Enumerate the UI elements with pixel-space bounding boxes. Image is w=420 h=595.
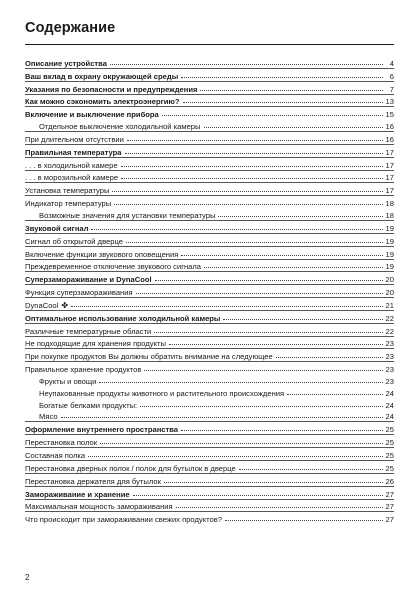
toc-page-number: 22 <box>385 313 394 323</box>
dot-leader <box>181 77 383 78</box>
toc-entry[interactable] <box>25 94 394 107</box>
toc-entry-title: При длительном отсутствии <box>25 134 124 144</box>
toc-entry[interactable] <box>25 259 394 272</box>
toc-page-number: 23 <box>385 339 394 349</box>
dot-leader <box>110 64 383 65</box>
toc-page-number: 20 <box>385 275 394 285</box>
toc-page-number: 20 <box>385 288 394 298</box>
toc-page-number: 6 <box>389 71 394 81</box>
toc-page-number: 17 <box>385 160 394 170</box>
toc-entry-title: Перестановка полок <box>25 438 98 448</box>
toc-entry-title: Максимальная мощность замораживания <box>25 502 173 512</box>
toc-entry-title: Мясо <box>39 412 58 422</box>
toc-page-number: 4 <box>389 58 394 68</box>
toc-page-number: 18 <box>385 199 394 209</box>
toc-entry[interactable] <box>25 284 394 297</box>
dot-leader <box>144 370 383 371</box>
toc-entry-title: При покупке продуктов Вы должны обратить внимание на следующее <box>25 352 273 362</box>
toc-page-number: 23 <box>385 352 394 362</box>
title-rule <box>25 44 394 45</box>
toc-entry-title: Правильное хранение продуктов <box>25 365 142 375</box>
toc-entry[interactable] <box>25 386 394 398</box>
toc-page-number: 21 <box>385 300 394 310</box>
dot-leader <box>200 90 383 91</box>
toc-entry[interactable] <box>25 106 394 119</box>
toc-entry-title: . . . в холодильной камере <box>25 160 118 170</box>
toc-entry-title: Звуковой сигнал <box>25 223 89 233</box>
dot-leader <box>136 293 383 294</box>
dot-leader <box>183 102 383 103</box>
toc-entry-title: Преждевременное отключение звукового сигнала <box>25 262 202 272</box>
toc-entry[interactable] <box>25 131 394 144</box>
toc-entry-title: Неупакованные продукты животного и растительного происхождения <box>39 388 285 398</box>
toc-entry-title: Различные температурные области <box>25 326 152 336</box>
dot-leader <box>61 417 383 418</box>
dot-leader <box>127 140 383 141</box>
dot-leader <box>71 306 383 307</box>
toc-page-number: 25 <box>385 438 394 448</box>
toc-entry[interactable] <box>25 208 394 220</box>
toc-entry[interactable] <box>25 157 394 170</box>
toc-page-number: 23 <box>385 376 394 386</box>
toc-entry[interactable] <box>25 310 394 323</box>
toc-entry[interactable] <box>25 271 394 284</box>
dot-leader <box>91 229 383 230</box>
dot-leader <box>162 115 383 116</box>
dot-leader <box>204 267 383 268</box>
dot-leader <box>125 153 383 154</box>
dot-leader <box>223 319 383 320</box>
toc-page-number: 23 <box>385 365 394 375</box>
toc-page-number: 19 <box>385 262 394 272</box>
toc-entry[interactable] <box>25 119 394 131</box>
toc-entry-title: Описание устройства <box>25 58 107 68</box>
toc-entry-title: Отдельное выключение холодильной камеры <box>39 122 201 132</box>
toc-entry[interactable] <box>25 410 394 422</box>
toc-entry[interactable] <box>25 374 394 386</box>
toc-entry-title: Функция суперзамораживания <box>25 288 133 298</box>
toc-entry-title: Правильная температура <box>25 147 122 157</box>
dot-leader <box>181 430 383 431</box>
dot-leader <box>225 520 383 521</box>
toc-entry[interactable] <box>25 434 394 447</box>
toc-page-number: 25 <box>385 463 394 473</box>
toc-page-number: 19 <box>385 223 394 233</box>
dot-leader <box>276 357 383 358</box>
toc-entry[interactable] <box>25 195 394 208</box>
toc-entry-title: Что происходит при замораживании свежих продуктов? <box>25 515 222 525</box>
toc-entry[interactable] <box>25 499 394 512</box>
dot-leader <box>239 469 383 470</box>
toc-entry[interactable] <box>25 297 394 310</box>
dot-leader <box>169 344 383 345</box>
dot-leader <box>112 191 383 192</box>
dot-leader <box>88 456 383 457</box>
toc-entry-title: Установка температуры <box>25 186 110 196</box>
toc-page-number: 15 <box>385 110 394 120</box>
toc-entry[interactable] <box>25 182 394 195</box>
toc-entry-title: Включение и выключение прибора <box>25 110 159 120</box>
toc-page-number: 19 <box>385 236 394 246</box>
toc-entry[interactable] <box>25 361 394 374</box>
toc-page-number: 7 <box>389 84 394 94</box>
toc-page-number: 25 <box>385 425 394 435</box>
dot-leader <box>154 332 383 333</box>
fan-icon: ✤ <box>61 300 69 310</box>
toc-entry[interactable] <box>25 398 394 410</box>
toc-page-number: 25 <box>385 451 394 460</box>
toc-entry-title: Сигнал об открытой дверце <box>25 236 123 246</box>
dot-leader <box>176 507 383 508</box>
toc-entry-title: Суперзамораживание и DynaCool <box>25 275 152 285</box>
toc-entry[interactable] <box>25 447 394 460</box>
toc-page-number: 13 <box>385 97 394 107</box>
toc-page-number: 16 <box>385 134 394 144</box>
table-of-contents <box>25 56 394 524</box>
toc-entry[interactable] <box>25 246 394 259</box>
toc-entry-title: Перестановка держателя для бутылок <box>25 476 161 486</box>
toc-entry[interactable] <box>25 220 394 233</box>
toc-entry-title: Оптимальное использование холодильной камеры <box>25 313 221 323</box>
toc-page-number: 19 <box>385 249 394 259</box>
toc-entry-title: Оформление внутреннего пространства <box>25 425 179 435</box>
toc-page-number: 17 <box>385 147 394 157</box>
dot-leader <box>218 216 383 217</box>
toc-entry-title: Указания по безопасности и предупреждения <box>25 84 198 94</box>
toc-page-number: 17 <box>385 186 394 196</box>
toc-page-number: 16 <box>385 122 394 132</box>
toc-entry-title: Возможные значения для установки температуры <box>39 210 216 220</box>
page-title: Содержание <box>25 20 116 36</box>
toc-page-number: 18 <box>385 210 394 220</box>
toc-page-number: 24 <box>385 412 394 422</box>
toc-entry[interactable] <box>25 56 394 68</box>
toc-entry[interactable] <box>25 511 394 524</box>
dot-leader <box>155 280 383 281</box>
toc-entry[interactable] <box>25 473 394 486</box>
toc-page-number: 27 <box>385 489 394 499</box>
toc-entry[interactable] <box>25 323 394 336</box>
toc-page-number: 17 <box>385 173 394 183</box>
dot-leader <box>114 204 383 205</box>
toc-entry-title: . . . в морозильной камере <box>25 173 119 183</box>
toc-entry[interactable] <box>25 81 394 94</box>
dot-leader <box>100 443 383 444</box>
toc-page-number: 26 <box>385 476 394 486</box>
toc-entry[interactable] <box>25 170 394 183</box>
toc-entry[interactable] <box>25 348 394 361</box>
toc-entry[interactable] <box>25 421 394 434</box>
toc-entry-title: Включение функции звукового оповещения <box>25 249 179 259</box>
toc-page-number: 24 <box>385 400 394 410</box>
dot-leader <box>204 127 384 128</box>
toc-entry-title: Богатые белками продукты: <box>39 400 138 410</box>
dot-leader <box>140 406 383 407</box>
dot-leader <box>287 394 383 395</box>
toc-entry-title: Не подходящие для хранения продукты <box>25 339 166 349</box>
toc-entry[interactable] <box>25 68 394 81</box>
toc-page-number: 27 <box>385 502 394 512</box>
toc-page-number: 27 <box>385 515 394 525</box>
toc-entry-title: Индикатор температуры <box>25 199 112 209</box>
toc-entry[interactable] <box>25 336 394 349</box>
toc-entry[interactable] <box>25 460 394 473</box>
toc-entry-title: Как можно сэкономить электроэнергию? <box>25 97 180 107</box>
toc-entry-title: Ваш вклад в охрану окружающей среды <box>25 71 179 81</box>
page-number: 2 <box>25 573 30 582</box>
toc-entry-title: Перестановка дверных полок / полок для бутылок в дверце <box>25 463 236 473</box>
toc-entry-title: Составная полка <box>25 451 86 460</box>
toc-entry[interactable] <box>25 233 394 246</box>
dot-leader <box>164 482 383 483</box>
dot-leader <box>181 255 383 256</box>
dot-leader <box>121 178 383 179</box>
toc-page-number: 22 <box>385 326 394 336</box>
toc-entry-title: Замораживание и хранение <box>25 489 130 499</box>
dot-leader <box>99 382 383 383</box>
toc-entry-title: Фрукты и овощи <box>39 376 97 386</box>
toc-page-number: 24 <box>385 388 394 398</box>
toc-entry[interactable] <box>25 486 394 499</box>
dot-leader <box>121 166 383 167</box>
toc-entry[interactable] <box>25 144 394 157</box>
dot-leader <box>133 495 383 496</box>
dot-leader <box>126 242 383 243</box>
toc-entry-title: DynaCool <box>25 300 59 310</box>
